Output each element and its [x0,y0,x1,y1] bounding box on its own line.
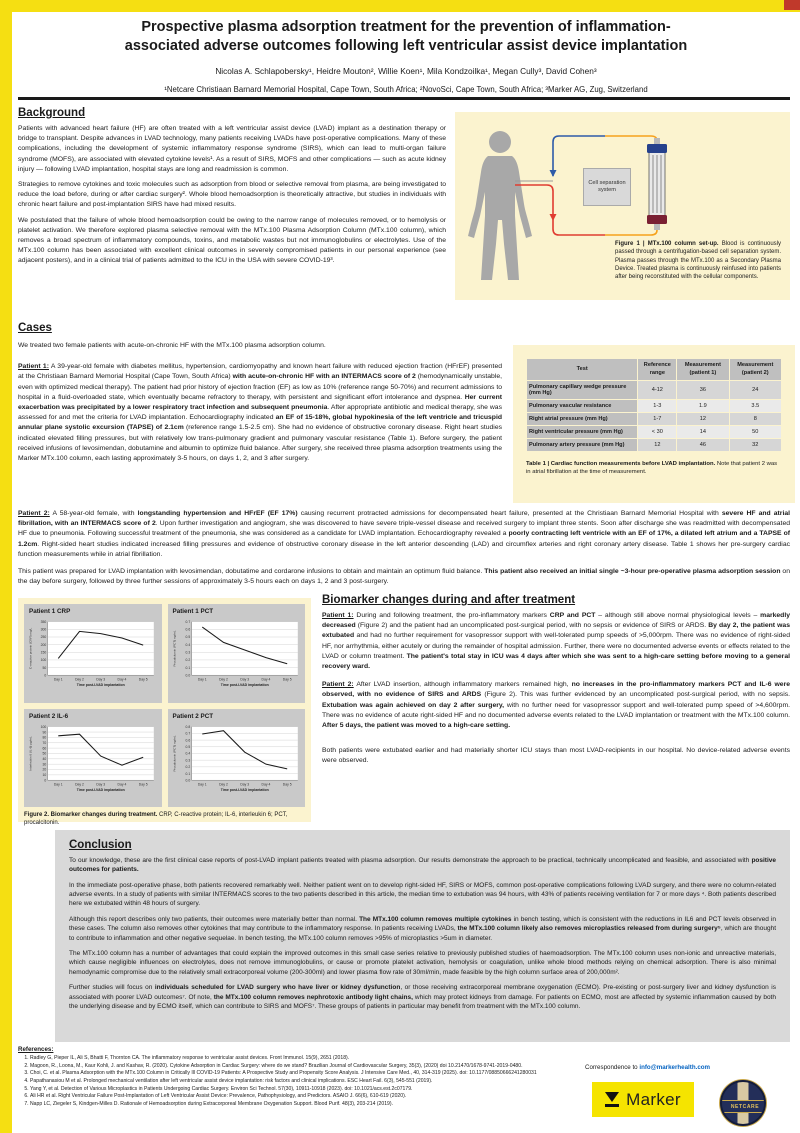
chart-area [171,722,303,805]
chart-plot [27,722,159,805]
conclusion-paragraph: Further studies will focus on individuals scheduled for LVAD surgery who have liver or kidney dysfunction, or those receiving extracorporeal membrane oxygenation (ECMO). Pre-existing or post-surgery liver and kidney dysfunction is associated with poorer LVAD outcomes⁷. Of note, the MTx.100 column removes nephrotoxic antibody light chains, which may protect kidneys from damage. For patients on ECMO, most are affected by systemic inflammation caused by both the underlying disease and by ECMO itself, which can contribute to SIRS and MOFS⁷. These groups of patients in particular may benefit from treatment with the MTx.100 column. [69,984,776,1010]
svg-text:10: 10 [42,772,47,777]
table-row-label: Pulmonary artery pressure (mm Hg) [527,439,637,451]
svg-text:50: 50 [42,665,47,670]
chart-title: Patient 1 PCT [172,608,214,615]
chart-area [27,617,159,700]
svg-text:Time post-LVAD implantation: Time post-LVAD implantation [220,787,269,792]
references-section [18,1046,593,1108]
svg-text:Procalcitonin (PCT) ng/mL: Procalcitonin (PCT) ng/mL [172,735,177,772]
netcare-logo [720,1080,766,1126]
chart-panel [168,604,306,703]
patient1-paragraph: Patient 1: A 39-year-old female with diabetes mellitus, hypertension, cardiomyopathy and known heart failure with reduced ejection fraction (HFrEF) presented at the Christiaan Barnard Memorial Hospital (Cape Town, South Africa) with acute-on-chronic HF with an INTERMACS score of 2 (hemodynamically unstable, even with optimized medical therapy). The patient had prior history of ejection fraction (EF) as low as 10% (reference range 50-70%) and recurrent admissions to hospital in a fluid-overloaded state, which eventually became refractory to therapy, with persistent and significant effort intolerance and dyspnea. Her current exacerbation was precipitated by a lower respiratory tract infection and subsequent pneumonia. After appropriate antibiotic and medical therapy, she was assessed for and met the criteria for LVAD implantation. Echocardiography indicated an EF of 15-18%, global hypokinesia of the left ventricle and tricuspid annular plane systolic excursion (TAPSE) of 2.1cm (reference range 1.5-2.5 cm). She had no evidence of obstructive coronary disease. Right heart studies indicated elevated filling pressures, but with relatively low trans-pulmonary gradient and pulmonary vascular resistance (Table 1). Before surgery, the patient received infusions of levosimendan, dobutamine and albumin to optimize fluid balance. After surgery, she received three plasma adsorption treatments using the Marker MTx.100 column, each lasting approximately 3-5 hours, on days 1, 2, and 3 after surgery. [18,363,503,462]
svg-text:100: 100 [40,658,47,663]
svg-text:150: 150 [40,650,47,655]
svg-text:Day 3: Day 3 [239,782,249,787]
title-block [12,18,800,94]
mtx-column-device [647,138,667,230]
reference-item: 2. Magoon, R., Loona, M., Kaur Kohli, J. and Kashav, R. (2020). Cytokine Adsorption in Cardiac Surgery: where do we stand? Brazilian Journal of Cardiovascular Surgery, 35(3), (2020) doi 10.21470/1678-9741-2019-0480. [30,1063,593,1071]
background-paragraph: Patients with advanced heart failure (HF) are often treated with a left ventricular assist device (LVAD) implant as a destination therapy or bridge to transplant. Despite advances in LVAD technology, many patients receiving LVADs have post-operative complications. Many of these complications, including the development of systemic inflammatory response syndrome (SIRS), which can lead to multi-organ failure syndrome (MOFS), are associated with elevated cytokine levels¹. As a result of SIRS, MOFS and other complications — such as acute kidney injury — following LVAD implantation, hospital stays are long and readmission is common. [18,125,446,173]
references-heading: References: [18,1046,54,1053]
conclusion-section [55,830,790,1042]
svg-text:80: 80 [42,735,47,740]
svg-text:Day 1: Day 1 [53,782,63,787]
table-cell: 1.9 [677,400,728,412]
conclusion-heading: Conclusion [69,839,132,851]
correspondence-label: Correspondence to [585,1064,640,1071]
table-row [527,426,781,438]
background-paragraphs [18,124,446,266]
background-paragraph: We postulated that the failure of whole blood hemoadsorption could be owing to the narrow range of molecules removed, or to hemolysis or platelet activation. We therefore explored plasma selective removal with the MTx.100 Plasma Adsorption Column (MTx.100 column), which removes a broad spectrum of inflammatory compounds, toxins, and metabolic wastes but not immunoglobulins or electrolytes. Use of the MTx.100 column has been associated with excellent clinical outcomes in severely compromised patients in our personal experience (see adjacent posters), and in a clinical trial of patients admitted to the ICU in the USA with severe COVID-19³. [18,216,446,265]
svg-text:Day 4: Day 4 [117,782,127,787]
chart-panel [24,604,162,703]
svg-text:0.3: 0.3 [185,758,190,763]
references-list [18,1055,593,1108]
table-cell: 24 [730,381,781,399]
chart-plot [171,722,303,805]
netcare-logo-text: NETCARE [730,1103,760,1110]
background-section [18,107,446,271]
svg-text:350: 350 [40,619,47,624]
svg-text:Time post-LVAD implantation: Time post-LVAD implantation [76,787,125,792]
marker-funnel-icon [605,1092,619,1107]
top-accent-bar [0,0,800,12]
chart-title: Patient 2 PCT [172,712,214,720]
svg-text:Day 5: Day 5 [138,782,148,787]
svg-text:0.4: 0.4 [185,751,190,756]
table-row [527,413,781,425]
svg-text:C-reactive protein (CRP) mg/L: C-reactive protein (CRP) mg/L [28,627,33,670]
svg-text:Day 5: Day 5 [282,677,292,682]
cases-intro: We treated two female patients with acute-on-chronic HF with the MTx.100 plasma adsorption column. [18,342,326,349]
svg-text:0.1: 0.1 [185,665,190,670]
chart-panel [168,709,306,808]
svg-text:0.5: 0.5 [185,635,190,640]
conclusion-paragraph: In the immediate post-operative phase, both patients recovered remarkably well. Neither patient went on to develop right-sided HF, SIRS or MOFS, common post-operative complications following LVAD surgery, and there were no column-related adverse events. In a study of patients with similar INTERMACS scores to the two patients described in this article, the median time to extubation was 94 hours, with 43% of patients receiving ventilation for 7 or more days ⁴. Both patients described here we extubated within 48 hours of surgery. [69,881,776,908]
svg-text:90: 90 [42,729,47,734]
marker-logo [592,1082,694,1117]
svg-text:Day 2: Day 2 [75,782,84,787]
svg-text:Day 4: Day 4 [261,677,270,682]
figure1-panel [455,112,790,300]
svg-text:300: 300 [40,627,47,632]
table-row-label: Right atrial pressure (mm Hg) [527,413,637,425]
table-header-cell: Test [527,359,637,380]
svg-text:0.6: 0.6 [185,627,190,632]
figure2-caption: Figure 2. Biomarker changes during treatment. CRP, C-reactive protein; IL-6, interleukin 6; PCT, procalcitonin. [24,812,288,827]
biomarker-section [322,594,790,774]
conclusion-paragraph: To our knowledge, these are the first clinical case reports of post-LVAD implant patients treated with plasma adsorption. Our results demonstrate the approach to be practical, technically uncomplicated and feasible, and associated with positive outcomes for patients. [69,857,776,874]
conclusion-paragraphs [69,856,776,1011]
reference-item: 4. Papathanasiou M et al. Prolonged mechanical ventilation after left ventricular assist device implantation: risk factors and clinical implications. ESC Heart Fail. 6(3), 545-551 (2019). [30,1078,593,1086]
biomarker-closing: Both patients were extubated earlier and had materially shorter ICU stays than most LVAD-recipients in our hospital. No device-related adverse events were observed. [322,747,790,765]
table-header-cell: Measurement (patient 2) [730,359,781,380]
svg-text:Day 1: Day 1 [197,782,207,787]
blue-flow-arrow [550,170,557,177]
svg-text:0: 0 [44,673,47,678]
table-cell: 50 [730,426,781,438]
netcare-banner [720,1100,766,1113]
reference-item: 3. Choi, C. et al. Plasma Adsorption with the MTx.100 Column in Critically Ill COVID-19 Patients: A Prospective Study and Propensity Score Analysis. J Intensive Care Med., 40, 314-319 (2025). doi: 10.1177/08850666241280031 [30,1070,593,1078]
svg-text:Day 2: Day 2 [218,782,228,787]
table-row [527,439,781,451]
chart-plot [27,617,159,700]
table-cell: 4-12 [638,381,676,399]
table-cell: 14 [677,426,728,438]
red-flow-arrow [550,214,557,221]
cardiac-measurements-table [526,358,782,452]
svg-text:0.7: 0.7 [185,731,190,736]
table-cell: 12 [638,439,676,451]
table-cell: < 30 [638,426,676,438]
conclusion-paragraph: Although this report describes only two patients, their outcomes were materially better than normal. The MTx.100 column removes multiple cytokines in bench testing, which is consistent with the reductions in IL6 and PCT levels observed in these cases. The column also removes other cytokines that may contribute to the inflammatory response. In patients receiving LVADs, the MTx.100 column likely also removes microplastics released from during surgery⁵, which are thought to contribute to inflammation and other negative sequelae. In bench testing, the MTx.100 column removes >95% of microplastics >5um in diameter. [69,916,777,942]
chart-title: Patient 2 IL-6 [29,712,69,720]
patient2-paragraph-2: This patient was prepared for LVAD implantation with levosimendan, dobutatime and cordarone infusions to obtain and maintain an optimum fluid balance. This patient also received an initial single ~3-hour pre-operative plasma adsorption session on the day before surgery, followed by three further sessions of approximately 3-5 hours each on days 1, 2 and 3 post-surgery. [18,567,790,586]
svg-text:0.0: 0.0 [185,778,190,783]
correspondence-line [585,1064,795,1071]
svg-text:Day 3: Day 3 [96,677,106,682]
svg-text:0.1: 0.1 [185,771,190,776]
svg-text:0: 0 [44,778,47,783]
svg-text:250: 250 [40,635,47,640]
svg-text:Day 3: Day 3 [96,782,106,787]
table-cell: 1-7 [638,413,676,425]
table-cell: 12 [677,413,728,425]
svg-text:20: 20 [42,767,47,772]
svg-text:Time post-LVAD implantation: Time post-LVAD implantation [76,683,125,688]
patient2-section [18,509,790,594]
svg-text:40: 40 [42,756,47,761]
svg-text:Day 4: Day 4 [117,677,127,682]
svg-text:0.2: 0.2 [185,764,190,769]
chart-area [171,617,303,700]
svg-text:Day 5: Day 5 [138,677,148,682]
table-cell: 32 [730,439,781,451]
biomarker-charts-grid [24,604,305,807]
table1-caption: Table 1 | Cardiac function measurements before LVAD implantation. Note that patient 2 was in atrial fibrillation at the time of measurement. [526,461,778,476]
cases-heading: Cases [18,322,52,334]
svg-text:0.0: 0.0 [185,673,190,678]
reference-item: 6. Ali HR et al. Right Ventricular Failure Post-Implantation of Left Ventricular Assist Device: Prevalence, Pathophysiology, and Predictors. ASAIO J. 66(6), 610-619 (2020). [30,1093,593,1101]
table-cell: 1-3 [638,400,676,412]
figure1-caption: Figure 1 | MTx.100 column set-up. Blood is continuously passed through a centrifugation-based cell separation system. Plasma passes through the MTx.100 as a Secondary Plasma Device. Treated plasma is continuously reinfused into patients after being reconstituted with the cellular components. [615,241,781,281]
svg-text:60: 60 [42,745,47,750]
svg-text:Day 1: Day 1 [197,677,207,682]
svg-text:0.5: 0.5 [185,744,190,749]
reference-item: 1. Radley G, Pieper IL, Ali S, Bhatti F, Thornton CA. The inflammatory response to ventricular assist devices. Front Immunol. 15(9), 2651 (2018). [30,1055,593,1063]
chart-area [27,722,159,805]
svg-text:0.2: 0.2 [185,658,190,663]
table-cell: 3.5 [730,400,781,412]
table-header-cell: Measurement (patient 1) [677,359,728,380]
chart-panel [24,709,162,808]
corner-accent-mark [784,0,800,10]
svg-text:0.3: 0.3 [185,650,190,655]
svg-text:0.7: 0.7 [185,619,190,624]
correspondence-email-link[interactable]: info@markerhealth.com [639,1064,711,1071]
patient2-paragraph: Patient 2: A 58-year-old female, with longstanding hypertension and HFrEF (EF 17%) causing recurrent protracted admissions for decompensated heart failure, presented at the Christiaan Barnard Memorial Hospital with severe HF and atrial fibrillation, with an INTERMACS score of 2. Upon further investigation and angiogram, she was discovered to have severe triple-vessel disease and received surgery to implant three stents. Soon after discharge she was readmitted with decompensated HF due to pneumonia. Following successful treatment of the pneumonia, she was considered as a candidate for LVAD implantation. Echocardiography revealed a poorly contracting left ventricle with an EF of 17%, a dilated left atrium and a TAPSE of 1.2cm. Right-sided heart studies indicated increased filling pressures and evidence of obstructive coronary disease in the left anterior descending (LAD) and circumflex arteries and right coronary artery disease. Table 1 shows her pre-surgery cardiac function measurements while in atrial fibrillation. [18,510,791,558]
conclusion-paragraph: The MTx.100 column has a number of advantages that could explain the improved outcomes in this small case series relative to previously published studies of haemoadsorption. The MTx.100 column uses non-ionic and unreactive materials, which cause negligible influences on electrolytes, does not remove immunoglobulins, or cause or promote platelet activation, hemolysis or coagulation, unlike whole blood methods relying on chemical adsorption. There is also minimal hemodynamic compromise due to the relatively small extracorporeal volume (200-300ml) and lower plasma flow rate of 30ml/min, made feasible by the high column surface area of 200,000m². [69,950,776,976]
biomarker-patient2: Patient 2: After LVAD insertion, although inflammatory markers remained high, no increases in the pro-inflammatory markers PCT and IL-6 were observed, with no evidence of SIRS and ARDS (Figure 2). This was further evidenced by an uncomplicated post-surgical period, with no sepsis. Extubation was again achieved on day 2 after surgery, with no further need for vasopressor support and well-tolerated pump speed of >4,600rpm. There was no evidence of acute right-sided HF and no documented adverse events related to the LVAD implantation or treatment with the MTx.100 column. After 5 days, the patient was moved to a high-care setting. [322,681,791,729]
background-paragraph: Strategies to remove cytokines and toxic molecules such as adsorption from blood or selective removal from plasma, are being investigated to reduce the load before, during or after cardiac surgery². Whole blood hemoadsorption is theoretically attractive, but studies in individuals with chronic heart failure and post-implantation SIRS have had mixed results. [18,180,446,209]
svg-text:0.6: 0.6 [185,737,190,742]
marker-logo-text: Marker [626,1089,681,1109]
svg-text:Interleukin 6 (IL-6) pg/mL: Interleukin 6 (IL-6) pg/mL [28,735,33,771]
svg-text:70: 70 [42,740,47,745]
svg-text:Day 2: Day 2 [75,677,84,682]
biomarker-heading: Biomarker changes during and after treatment [322,594,576,606]
table-cell: 8 [730,413,781,425]
svg-text:Day 4: Day 4 [261,782,270,787]
chart-plot [171,617,303,700]
svg-text:Time post-LVAD implantation: Time post-LVAD implantation [220,683,269,688]
table-row-label: Pulmonary capillary wedge pressure (mm Hg) [527,381,637,399]
chart-title: Patient 1 CRP [29,608,71,615]
table1-panel [513,345,795,503]
svg-text:Day 5: Day 5 [282,782,292,787]
table-row [527,381,781,399]
table-row [527,400,781,412]
svg-text:Procalcitonin (PCT) ng/mL: Procalcitonin (PCT) ng/mL [172,630,177,667]
svg-text:100: 100 [40,724,47,729]
reference-item: 5. Yang Y, et al. Detection of Various Microplastics in Patients Undergoing Cardiac Surgery. Environ Sci Technol. 57(30), 10911-10918 (2023). doi: 10.1021/acs.est.2c07179. [30,1086,593,1094]
patient-silhouette [468,131,532,280]
table-cell: 46 [677,439,728,451]
svg-text:200: 200 [40,642,47,647]
svg-text:30: 30 [42,762,47,767]
poster-title: Prospective plasma adsorption treatment for the prevention of inflammation-associated adverse outcomes following left ventricular assist device implantation [124,19,688,54]
authors-line: Nicolas A. Schlapobersky¹, Heidre Mouton², Willie Koen¹, Mila Kondzoilka¹, Megan Cully³, David Cohen³ [215,65,597,76]
reference-item: 7. Napp LC, Ziegeler S, Kindgen-Milles D. Rationale of Hemoadsorption during Extracorporeal Membrane Oxygenation Support. Blood Purif. 48(3), 203-214 (2019). [30,1101,593,1109]
svg-text:0.8: 0.8 [185,724,190,729]
svg-text:Day 3: Day 3 [239,677,249,682]
table-cell: 36 [677,381,728,399]
svg-text:0.4: 0.4 [185,642,190,647]
affiliations-line: ¹Netcare Christiaan Barnard Memorial Hospital, Cape Town, South Africa; ²NovoSci, Cape Town, South Africa; ³Marker AG, Zug, Switzerland [164,84,648,94]
figure2-panel [18,598,311,827]
svg-text:50: 50 [42,751,47,756]
title-divider [18,97,790,100]
table-header-cell: Reference range [638,359,676,380]
biomarker-patient1: Patient 1: During and following treatment, the pro-inflammatory markers CRP and PCT – although still above normal physiological levels – markedly decreased (Figure 2) and the patient had an uncomplicated post-surgical period, with no sepsis or evidence of SIRS or ARDS. By day 2, the patient was extubated and had no further requirement for vasopressor support with well-tolerated pump speeds of >5,000rpm. There was no evidence of right-sided HF, nor arrhythmia, either acutely or during the remainder of hospital admission. Further, there were no documented adverse events or effects related to the LVAD or column treatment. The patient's total stay in ICU was 4 days after which she was sent to a high-care setting before moving to a general recovery ward. [322,612,791,670]
table-row-label: Pulmonary vascular resistance [527,400,637,412]
background-heading: Background [18,107,86,119]
svg-text:Day 2: Day 2 [218,677,228,682]
table-row-label: Right ventricular pressure (mm Hg) [527,426,637,438]
svg-text:Day 1: Day 1 [53,677,63,682]
cell-separation-box: Cell separation system [583,168,631,206]
left-accent-bar [0,0,12,1133]
